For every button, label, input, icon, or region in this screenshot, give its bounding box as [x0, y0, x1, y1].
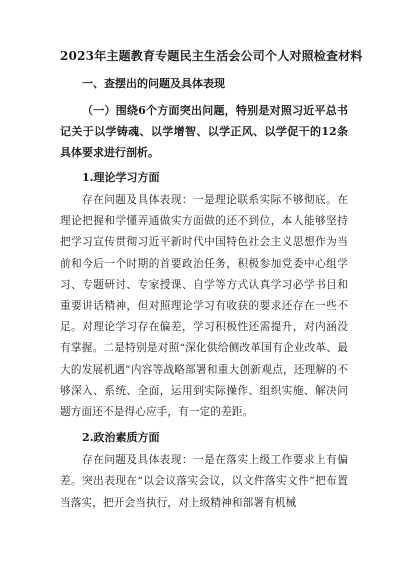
paragraph-political-quality: 存在问题及具体表现：一是在落实上级工作要求上有偏差。突出表现在“以会议落实会议，以文件落实文件”把布置当落实，把开会当执行，对上级精神和部署有机械 — [60, 454, 348, 509]
item-heading-political-quality: 2.政治素质方面 — [82, 431, 160, 445]
subsection-lead-paragraph: （一）围绕6个方面突出问题，特别是对照习近平总书记关于以学铸魂、以学增智、以学正风、以学促干的12条具体要求进行剖析。 — [60, 104, 348, 159]
item-heading-theory-study: 1.理论学习方面 — [82, 171, 160, 184]
document-title: 2023年主题教育专题民主生活会公司个人对照检查材料 — [60, 49, 363, 63]
section-heading-issues: 一、查摆出的问题及具体表现 — [82, 77, 225, 90]
paragraph-theory-study: 存在问题及具体表现：一是理论联系实际不够彻底。在理论把握和学懂弄通做实方面做的还不到位，本人能够坚持把学习宣传贯彻习近平新时代中国特色社会主义思想作为当前和今后一个时期的首要政治任务，积极参加党委中心组学习、专题研讨、专家授课、自学等方式认真学习必学书目和重要讲话精神，但对照理论学习有收获的要求还存在一些不足。对理论学习存在偏差，学习积极性还需提升，对内涵没有掌握。二是特别是对照“深化供给侧改革国有企业改革、最大的发展机遇”内容等战略部署和重大创新观点，还理解的不够深入、系统、全面，运用到实际操作、组织实施、解决问题方面还不是得心应手，有一定的差距。 — [60, 194, 348, 419]
